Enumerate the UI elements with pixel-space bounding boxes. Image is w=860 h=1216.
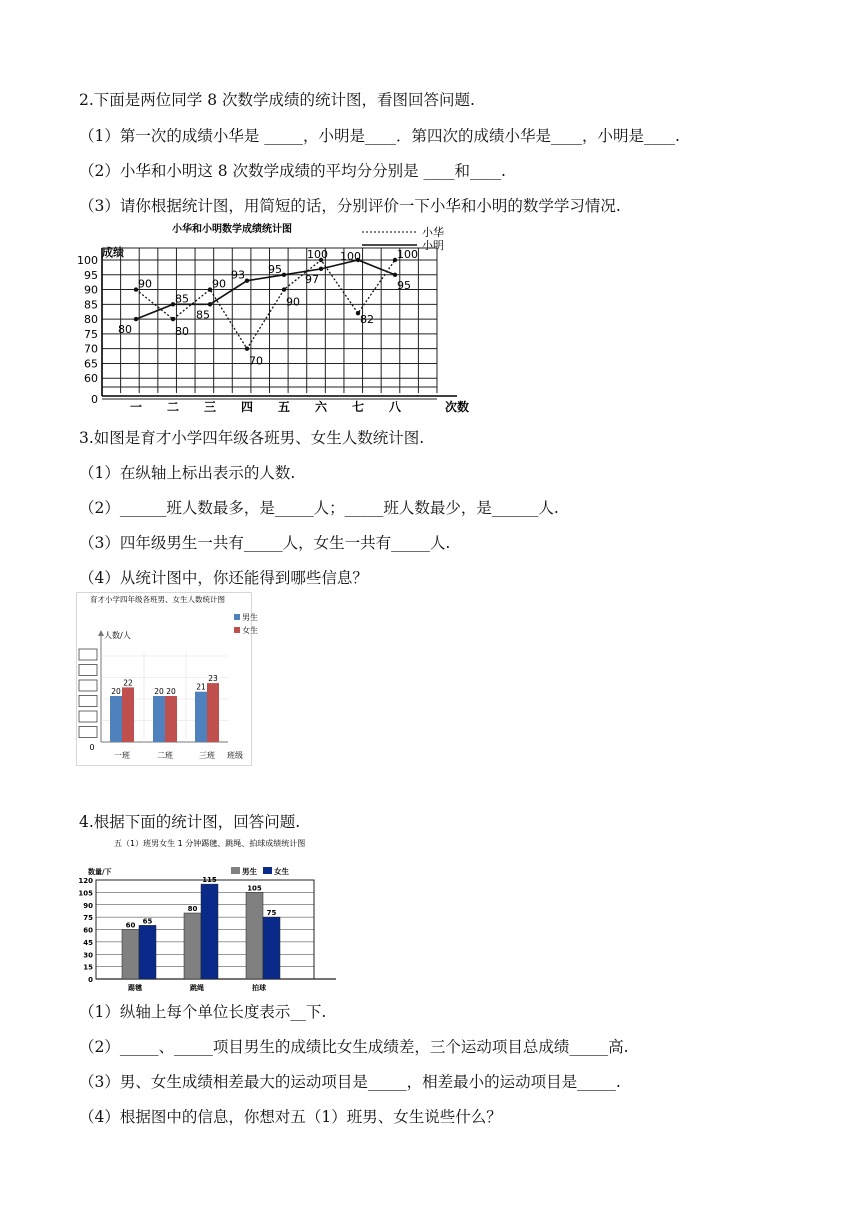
legend-label: 小明: [422, 239, 444, 252]
x-tick-label: 踢毽: [128, 984, 142, 992]
bar-chart-class-students: [76, 592, 258, 766]
y-tick-label: 90: [83, 901, 93, 910]
q3-part3: （3）四年级男生一共有_____人，女生一共有_____人.: [79, 534, 451, 552]
bar-value-label: 60: [125, 921, 136, 930]
chart-title: 育才小学四年级各班男、女生人数统计图: [90, 595, 225, 604]
data-label-小明: 100: [340, 250, 361, 263]
data-label-小华: 90: [138, 277, 152, 291]
y-tick-label: 0: [89, 743, 95, 752]
q3-part1: （1）在纵轴上标出表示的人数.: [79, 464, 296, 482]
x-tick-label: 四: [240, 400, 254, 414]
y-tick-label: 75: [84, 327, 98, 341]
data-label-小明: 85: [196, 308, 210, 322]
y-tick-label: 15: [83, 963, 93, 972]
bar-女生: [201, 884, 218, 979]
answer-box: [79, 649, 97, 660]
bar-value-label: 21: [196, 682, 206, 692]
x-tick-label: 一班: [114, 751, 130, 760]
bar-value-label: 80: [187, 905, 198, 913]
bar-value-label: 75: [266, 909, 277, 918]
y-tick-label: 100: [77, 254, 98, 267]
y-tick-label: 105: [78, 889, 93, 898]
y-tick-label: 60: [84, 372, 98, 386]
legend-label: 男生: [242, 867, 257, 876]
bar-value-label: 23: [208, 674, 218, 684]
data-label-小华: 80: [175, 325, 189, 339]
data-point-小华: [245, 346, 249, 350]
x-tick-label: 拍球: [252, 984, 266, 992]
legend-swatch-女生: [234, 627, 240, 633]
legend-swatch-女生: [263, 867, 272, 874]
legend-label: 女生: [242, 626, 258, 635]
answer-box: [79, 711, 97, 722]
chart-title: 五（1）班男女生 1 分钟踢毽、跳绳、拍球成绩统计图: [114, 839, 306, 848]
bar-女生: [139, 925, 156, 979]
x-tick-label: 一: [129, 400, 143, 414]
data-point-小明: [319, 267, 323, 271]
bar-男生: [195, 692, 207, 742]
bar-value-label: 20: [111, 687, 121, 696]
y-tick-label: 70: [84, 342, 98, 356]
y-tick-label: 0: [91, 393, 98, 406]
data-label-小华: 82: [360, 313, 374, 327]
legend-label: 男生: [242, 613, 258, 622]
bar-value-label: 115: [202, 876, 217, 885]
y-axis-label: 成绩: [102, 246, 124, 259]
q4-part1: （1）纵轴上每个单位长度表示__下.: [79, 1003, 327, 1021]
legend-swatch-男生: [231, 867, 240, 874]
bar-男生: [184, 913, 201, 979]
y-tick-label: 85: [84, 298, 98, 312]
data-point-小明: [134, 317, 138, 321]
x-tick-label: 六: [314, 400, 328, 414]
legend-swatch-男生: [234, 614, 240, 620]
x-tick-label: 二班: [157, 751, 173, 760]
bar-value-label: 22: [123, 678, 133, 688]
bar-女生: [165, 696, 177, 742]
y-tick-label: 0: [88, 976, 93, 984]
data-label-小明: 85: [175, 292, 189, 306]
y-tick-label: 75: [83, 914, 93, 923]
x-axis-label: 班级: [227, 751, 243, 760]
legend-label: 女生: [274, 867, 289, 876]
bar-女生: [122, 687, 134, 742]
q3-part2: （2）______班人数最多，是_____人；_____班人数最少，是______人.: [79, 499, 559, 517]
data-point-小华: [282, 287, 286, 291]
bar-男生: [122, 930, 139, 980]
data-label-小明: 97: [305, 272, 319, 286]
data-point-小明: [393, 273, 397, 277]
bar-女生: [207, 683, 219, 742]
q4-part4: （4）根据图中的信息，你想对五（1）班男、女生说些什么？: [79, 1108, 502, 1126]
x-tick-label: 五: [277, 400, 291, 414]
bar-男生: [246, 892, 263, 979]
bar-value-label: 20: [166, 687, 176, 696]
y-tick-label: 60: [83, 926, 93, 935]
x-tick-label: 三: [203, 400, 217, 414]
data-point-小明: [208, 302, 212, 306]
y-axis-label: 人数/人: [104, 631, 131, 640]
data-label-小华: 90: [212, 277, 226, 291]
answer-box: [79, 727, 97, 738]
bar-value-label: 105: [247, 884, 262, 893]
y-tick-label: 45: [83, 938, 93, 947]
data-label-小明: 80: [118, 323, 132, 337]
line-chart-scores: [72, 218, 482, 416]
q3-title: 3.如图是育才小学四年级各班男、女生人数统计图.: [79, 429, 425, 447]
x-tick-label: 二: [166, 400, 180, 414]
x-tick-label: 七: [351, 400, 365, 414]
y-tick-label: 30: [83, 951, 93, 960]
q4-part2: （2）_____、_____项目男生的成绩比女生成绩差，三个运动项目总成绩_____高.: [79, 1038, 629, 1056]
q2-part1: （1）第一次的成绩小华是 _____，小明是____．第四次的成绩小华是____，小明是____.: [79, 127, 680, 145]
answer-box: [79, 665, 97, 676]
data-label-小华: 100: [307, 248, 328, 261]
bar-value-label: 65: [142, 917, 153, 926]
data-label-小华: 70: [249, 354, 263, 368]
data-label-小明: 93: [231, 268, 245, 282]
bar-chart-sports: [76, 834, 338, 994]
x-tick-label: 八: [388, 400, 402, 414]
y-tick-label: 90: [84, 283, 98, 297]
q2-part3: （3）请你根据统计图，用简短的话，分别评价一下小华和小明的数学学习情况.: [79, 197, 621, 215]
q3-part4: （4）从统计图中，你还能得到哪些信息？: [79, 569, 368, 587]
y-tick-label: 120: [78, 877, 93, 885]
data-label-小明: 95: [397, 278, 411, 292]
y-tick-label: 65: [84, 357, 98, 371]
q2-part2: （2）小华和小明这 8 次数学成绩的平均分分别是 ____和____.: [79, 162, 506, 180]
bar-value-label: 20: [154, 687, 164, 696]
data-point-小明: [282, 273, 286, 277]
bar-男生: [110, 696, 122, 742]
x-axis-label: 次数: [445, 400, 470, 414]
y-axis-label: 数量/下: [88, 868, 112, 876]
data-label-小明: 95: [268, 262, 282, 276]
answer-box: [79, 696, 97, 707]
bar-女生: [263, 917, 280, 979]
x-tick-label: 三班: [199, 751, 215, 760]
y-tick-label: 80: [84, 313, 98, 327]
q4-title: 4.根据下面的统计图，回答问题.: [79, 813, 301, 831]
legend-label: 小华: [422, 226, 444, 239]
bar-男生: [153, 696, 165, 742]
x-tick-label: 跳绳: [190, 984, 204, 992]
answer-box: [79, 680, 97, 691]
y-tick-label: 95: [84, 268, 98, 282]
data-point-小华: [171, 317, 175, 321]
q2-title: 2.下面是两位同学 8 次数学成绩的统计图，看图回答问题.: [79, 91, 475, 109]
data-point-小明: [245, 278, 249, 282]
data-label-小华: 100: [397, 248, 418, 261]
data-label-小华: 90: [286, 295, 300, 309]
q4-part3: （3）男、女生成绩相差最大的运动项目是_____，相差最小的运动项目是_____.: [79, 1073, 621, 1091]
chart-title: 小华和小明数学成绩统计图: [172, 224, 292, 235]
